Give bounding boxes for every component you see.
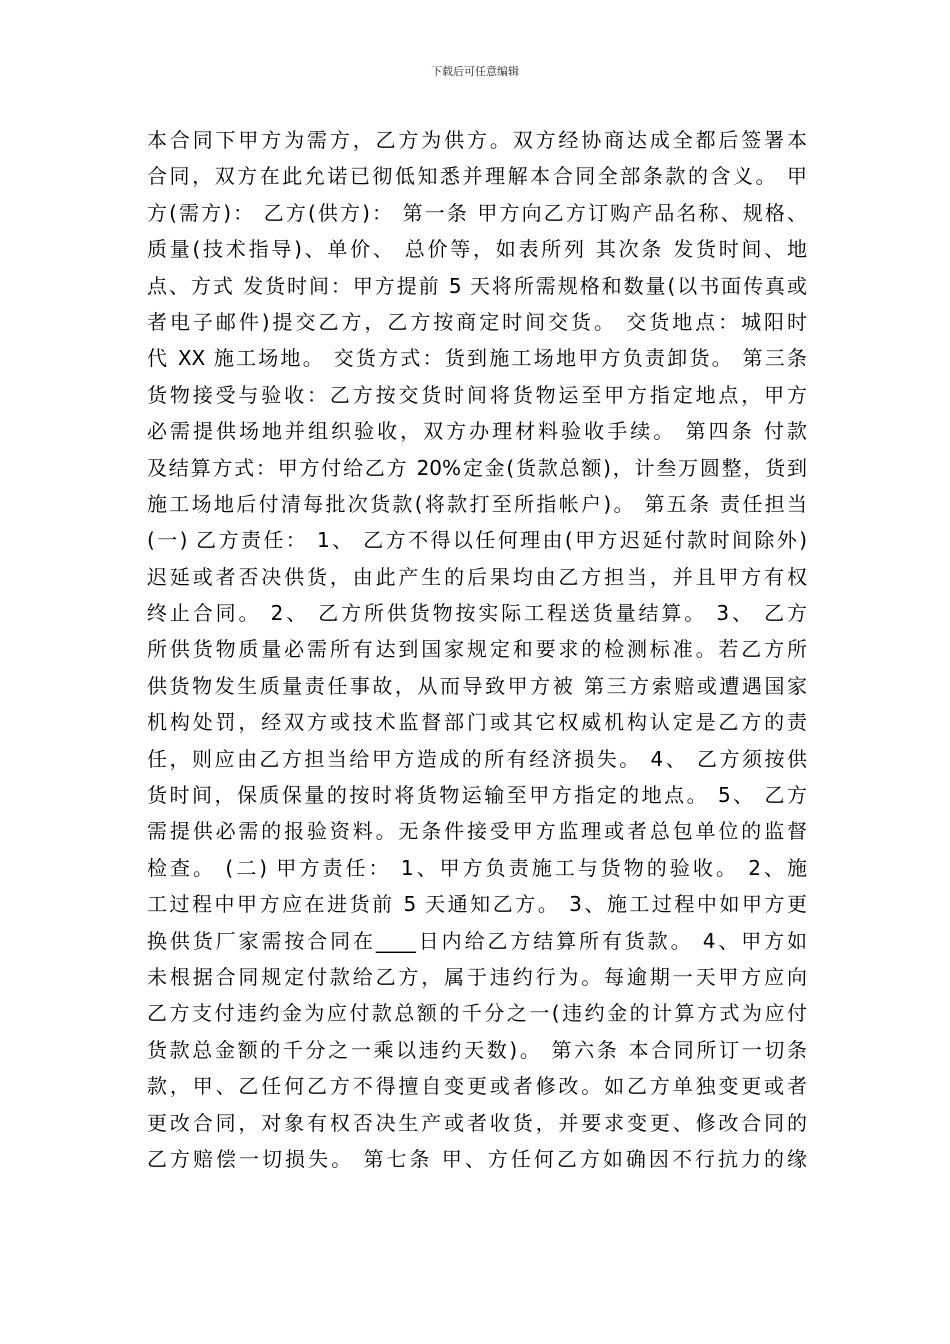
text-line: 代 XX 施工场地。 交货方式：货到施工场地甲方负责卸货。 第三条 [147,346,807,371]
text-line: 机构处罚，经双方或技术监督部门或其它权威机构认定是乙方的责 [147,710,807,735]
text-line: 乙方支付违约金为应付款总额的千分之一(违约金的计算方式为应付 [147,1001,807,1026]
text-line: 货款总金额的千分之一乘以违约天数)。 第六条 本合同所订一切条 [147,1037,807,1062]
text-line: 及结算方式：甲方付给乙方 20%定金(货款总额)，计叁万圆整，货到 [147,455,807,480]
text-line: 质量(技术指导)、单价、 总价等，如表所列 其次条 发货时间、地 [147,237,807,262]
text-line: 款，甲、乙任何乙方不得擅自变更或者修改。如乙方单独变更或者 [147,1074,807,1099]
text-line: 必需提供场地并组织验收，双方办理材料验收手续。 第四条 付款 [147,419,807,444]
text-line: 检查。 (二) 甲方责任： 1、甲方负责施工与货物的验收。 2、施 [147,855,807,880]
text-line: 方(需方)： 乙方(供方)： 第一条 甲方向乙方订购产品名称、规格、 [147,200,807,225]
text-line: 供货物发生质量责任事故，从而导致甲方被 第三方索赔或遭遇国家 [147,673,807,698]
text-line: 乙方赔偿一切损失。 第七条 甲、方任何乙方如确因不行抗力的缘 [147,1146,807,1171]
text-line: 更改合同，对象有权否决生产或者收货，并要求变更、修改合同的 [147,1110,807,1135]
text-line: 本合同下甲方为需方，乙方为供方。双方经协商达成全都后签署本 [147,128,807,152]
text-line: 未根据合同规定付款给乙方，属于违约行为。每逾期一天甲方应向 [147,964,807,989]
text-line: 施工场地后付清每批次货款(将款打至所指帐户)。 第五条 责任担当 [147,491,807,516]
text-line: 需提供必需的报验资料。无条件接受甲方监理或者总包单位的监督 [147,819,807,844]
text-line: 点、方式 发货时间：甲方提前 5 天将所需规格和数量(以书面传真或 [147,273,807,298]
text-line: 终止合同。 2、 乙方所供货物按实际工程送货量结算。 3、 乙方 [147,601,807,626]
text-line: (一) 乙方责任： 1、 乙方不得以任何理由(甲方迟延付款时间除外) [147,528,807,553]
text-line: 者电子邮件)提交乙方，乙方按商定时间交货。 交货地点：城阳时 [147,309,807,334]
text-line: 任，则应由乙方担当给甲方造成的所有经济损失。 4、 乙方须按供 [147,746,807,771]
text-line: 所供货物质量必需所有达到国家规定和要求的检测标准。若乙方所 [147,637,807,662]
text-line: 货时间，保质保量的按时将货物运输至甲方指定的地点。 5、 乙方 [147,783,807,808]
page-header: 下载后可任意编辑 [431,65,519,78]
text-line: 合同，双方在此允诺已彻低知悉并理解本合同全部条款的含义。 甲 [147,164,807,189]
text-line: 换供货厂家需按合同在____日内给乙方结算所有货款。 4、甲方如 [147,928,807,953]
text-line: 迟延或者否决供货，由此产生的后果均由乙方担当，并且甲方有权 [147,564,807,589]
text-line: 工过程中甲方应在进货前 5 天通知乙方。 3、施工过程中如甲方更 [147,892,807,917]
document-body [147,122,807,1177]
text-line: 货物接受与验收：乙方按交货时间将货物运至甲方指定地点，甲方 [147,382,807,407]
